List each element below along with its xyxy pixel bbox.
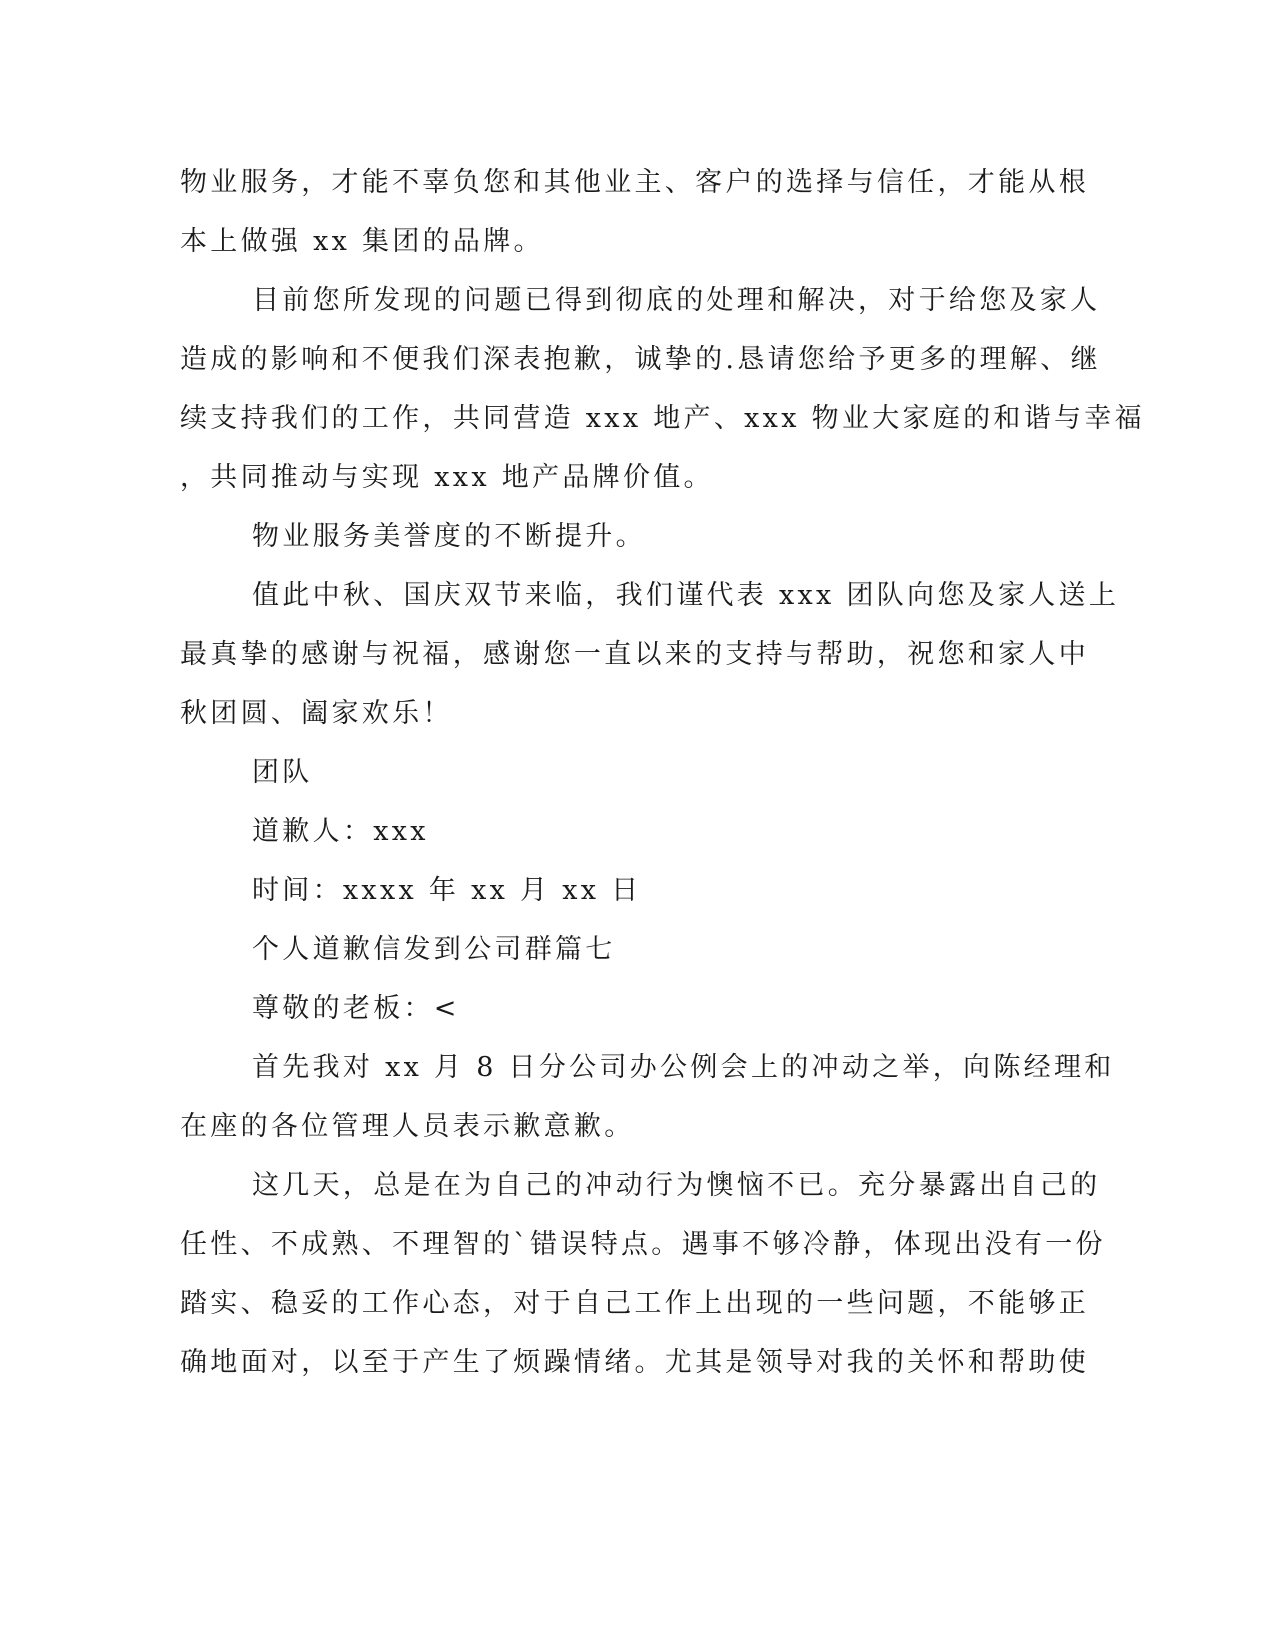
text-line: 目前您所发现的问题已得到彻底的处理和解决，对于给您及家人 — [252, 285, 1101, 316]
salutation — [180, 979, 1030, 1038]
text-line: 任性、不成熟、不理智的`错误特点。遇事不够冷静，体现出没有一份 — [180, 1229, 1106, 1260]
text-line: 团队 — [252, 757, 313, 788]
text-line: 时间：xxxx 年 xx 月 xx 日 — [252, 875, 642, 906]
text-line: 首先我对 xx 月 8 日分公司办公例会上的冲动之举，向陈经理和 — [252, 1052, 1115, 1083]
signature-team — [180, 743, 1030, 802]
text-line: 秋团圆、阖家欢乐！ — [180, 698, 453, 729]
text-line: 道歉人：xxx — [252, 816, 429, 847]
text-line: 踏实、稳妥的工作心态，对于自己工作上出现的一些问题，不能够正 — [180, 1288, 1089, 1319]
text-line: 续支持我们的工作，共同营造 xxx 地产、xxx 物业大家庭的和谐与幸福 — [180, 403, 1145, 434]
paragraph — [180, 566, 1120, 743]
text-line: 这几天，总是在为自己的冲动行为懊恼不已。充分暴露出自己的 — [252, 1170, 1101, 1201]
signature-date — [180, 861, 1030, 920]
letter-body — [180, 153, 1145, 1392]
paragraph — [180, 153, 1089, 271]
text-line: 确地面对，以至于产生了烦躁情绪。尤其是领导对我的关怀和帮助使 — [180, 1347, 1089, 1378]
section-heading — [180, 920, 1030, 979]
text-line: 最真挚的感谢与祝福，感谢您一直以来的支持与帮助，祝您和家人中 — [180, 639, 1089, 670]
text-line: 尊敬的老板：< — [252, 993, 460, 1024]
paragraph — [180, 271, 1145, 507]
text-line: 物业服务，才能不辜负您和其他业主、客户的选择与信任，才能从根 — [180, 167, 1089, 198]
text-line: 在座的各位管理人员表示歉意歉。 — [180, 1111, 635, 1142]
text-line: 物业服务美誉度的不断提升。 — [252, 521, 646, 552]
text-line: 个人道歉信发到公司群篇七 — [252, 934, 616, 965]
text-line: 造成的影响和不便我们深表抱歉，诚挚的.恳请您给予更多的理解、继 — [180, 344, 1101, 375]
paragraph — [180, 1156, 1106, 1392]
text-line: 值此中秋、国庆双节来临，我们谨代表 xxx 团队向您及家人送上 — [252, 580, 1120, 611]
text-line: 本上做强 xx 集团的品牌。 — [180, 226, 544, 257]
signature-apologizer — [180, 802, 1030, 861]
paragraph — [180, 1038, 1115, 1156]
paragraph — [180, 507, 1030, 566]
text-line: ，共同推动与实现 xxx 地产品牌价值。 — [180, 462, 714, 493]
